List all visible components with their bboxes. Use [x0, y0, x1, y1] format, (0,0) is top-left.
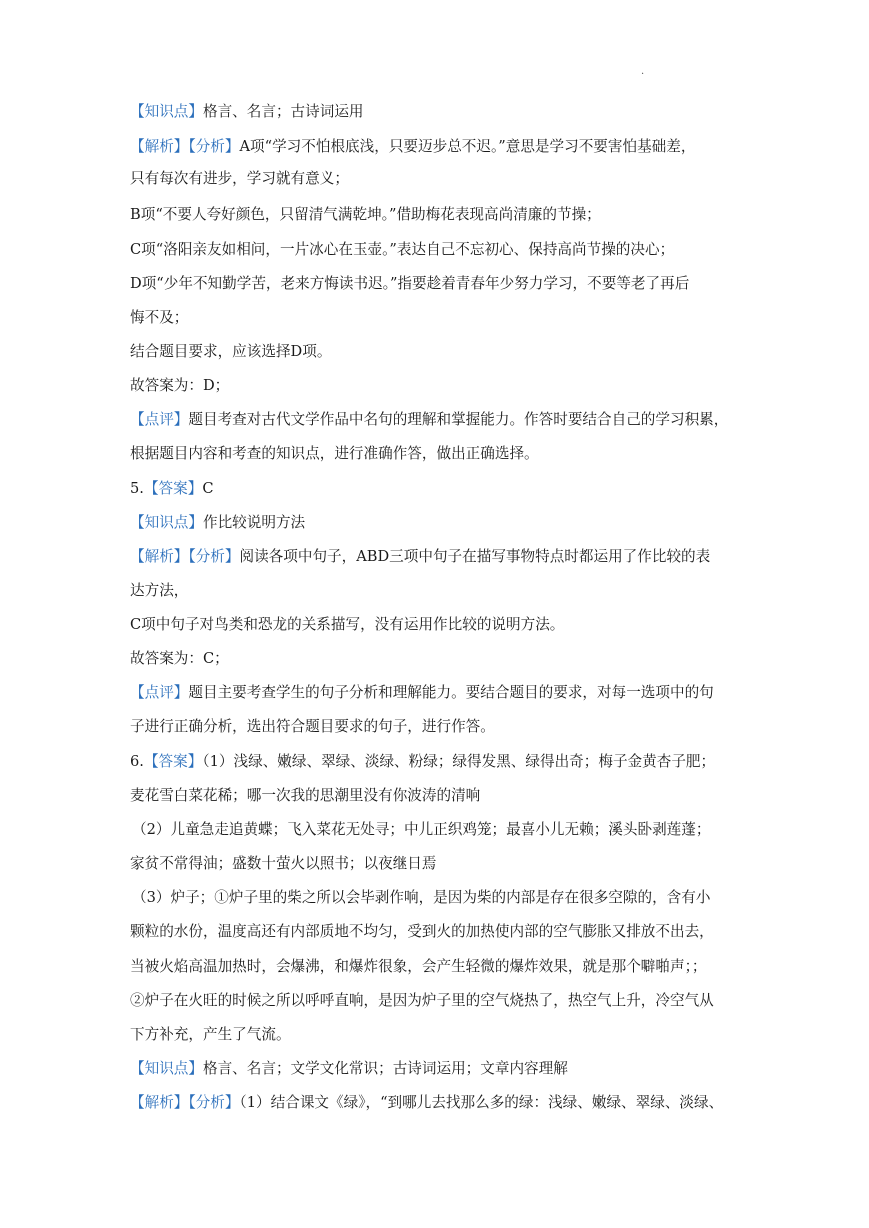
section-tag: 【解析】 — [130, 548, 189, 565]
text-line — [130, 1025, 291, 1045]
text-line — [130, 786, 480, 806]
line-text: 麦花雪白菜花稀；哪一次我的思潮里没有你波涛的清响 — [130, 787, 481, 804]
line-text: 悔不及； — [130, 309, 189, 326]
section-tag: 【分析】 — [188, 548, 240, 565]
text-line — [130, 991, 714, 1011]
text-line — [130, 922, 714, 942]
text-line — [130, 205, 601, 225]
text-line — [132, 888, 710, 908]
section-tag: 【知识点】 — [130, 103, 203, 120]
question-number: 6. — [130, 753, 144, 770]
line-text: 格言、名言；文学文化常识；古诗词运用；文章内容理解 — [202, 1060, 568, 1077]
line-text: （3）炉子；①炉子里的柴之所以会毕剥作响，是因为柴的内部是存在很多空隙的，含有小 — [132, 889, 711, 906]
section-tag: 【分析】 — [188, 1094, 240, 1111]
text-line — [130, 683, 714, 703]
text-line — [130, 547, 710, 567]
line-text: 题目考查对古代文学作品中名句的理解和掌握能力。作答时要结合自己的学习积累， — [188, 411, 729, 428]
line-text: ②炉子在火旺的时候之所以呼呼直响，是因为炉子里的空气烧热了，热空气上升，冷空气从 — [130, 992, 714, 1009]
line-text: A项“学习不怕根底浅，只要迈步总不迟。”意思是学习不要害怕基础差， — [239, 138, 696, 155]
text-line — [130, 102, 364, 122]
line-text: 当被火焰高温加热时，会爆沸，和爆炸很象，会产生轻微的爆炸效果，就是那个噼啪声；； — [130, 958, 707, 975]
section-tag: 【答案】 — [143, 480, 203, 497]
line-text: 作比较说明方法 — [202, 514, 306, 531]
text-line — [130, 717, 495, 737]
text-line — [130, 240, 674, 260]
text-line — [130, 752, 715, 772]
line-text: 只有每次有进步，学习就有意义； — [130, 170, 349, 187]
line-text: 子进行正确分析，选出符合题目要求的句子，进行作答。 — [130, 718, 495, 735]
question-number: 5. — [130, 480, 144, 497]
text-line — [130, 410, 728, 430]
section-tag: 【解析】 — [130, 138, 189, 155]
text-line — [130, 479, 214, 499]
line-text: 题目主要考查学生的句子分析和理解能力。要结合题目的要求，对每一选项中的句 — [188, 684, 714, 701]
line-text: 格言、名言；古诗词运用 — [202, 103, 364, 120]
line-text: 下方补充，产生了气流。 — [130, 1026, 291, 1043]
text-line — [130, 137, 695, 157]
line-text: 故答案为：D； — [130, 377, 230, 394]
text-line — [130, 1059, 568, 1079]
text-line — [130, 376, 229, 396]
text-line — [130, 513, 305, 533]
section-tag: 【解析】 — [130, 1094, 189, 1111]
text-line — [130, 615, 564, 635]
section-tag: 【点评】 — [130, 684, 189, 701]
text-line — [130, 444, 539, 464]
line-text: （2）儿童急走追黄蝶；飞入菜花无处寻；中儿正织鸡笼；最喜小儿无赖；溪头卧剥莲蓬； — [132, 821, 711, 838]
text-line — [130, 581, 188, 601]
section-tag: 【知识点】 — [130, 1060, 203, 1077]
line-text: 达方法， — [130, 582, 189, 599]
line-text: 阅读各项中句子，ABD三项中句子在描写事物特点时都运用了作比较的表 — [239, 548, 711, 565]
text-line — [130, 169, 349, 189]
line-text: 故答案为：C； — [130, 650, 229, 667]
line-text: （1）结合课文《绿》，“到哪儿去找那么多的绿：浅绿、嫩绿、翠绿、淡绿、 — [239, 1094, 724, 1111]
line-text: B项“不要人夸好颜色，只留清气满乾坤。”借助梅花表现高尚清廉的节操； — [130, 206, 601, 223]
text-line — [130, 649, 229, 669]
line-text: C项“洛阳亲友如相问，一片冰心在玉壶。”表达自己不忘初心、保持高尚节操的决心； — [130, 241, 675, 258]
line-text: 颗粒的水份，温度高还有内部质地不均匀，受到火的加热使内部的空气膨胀又排放不出去， — [130, 923, 714, 940]
line-text: 家贫不常得油；盛数十萤火以照书；以夜继日焉 — [130, 855, 437, 872]
section-tag: 【知识点】 — [130, 514, 203, 531]
line-text: D项“少年不知勤学苦，老来方悔读书迟。”指要趁着青春年少努力学习，不要等老了再后 — [130, 275, 690, 292]
text-line — [130, 957, 706, 977]
line-text: 结合题目要求，应该选择D项。 — [130, 343, 332, 360]
text-line — [130, 342, 331, 362]
text-line — [130, 1093, 723, 1113]
section-tag: 【答案】 — [143, 753, 203, 770]
text-line — [132, 820, 710, 840]
header-dot: . — [641, 66, 645, 77]
text-line — [130, 854, 436, 874]
line-text: C — [202, 480, 214, 497]
section-tag: 【分析】 — [188, 138, 240, 155]
text-line — [130, 308, 188, 328]
line-text: 根据题目内容和考查的知识点，进行准确作答，做出正确选择。 — [130, 445, 539, 462]
text-line — [130, 274, 689, 294]
section-tag: 【点评】 — [130, 411, 189, 428]
line-text: （1）浅绿、嫩绿、翠绿、淡绿、粉绿；绿得发黑、绿得出奇；梅子金黄杏子肥； — [202, 753, 716, 770]
line-text: C项中句子对鸟类和恐龙的关系描写，没有运用作比较的说明方法。 — [130, 616, 565, 633]
